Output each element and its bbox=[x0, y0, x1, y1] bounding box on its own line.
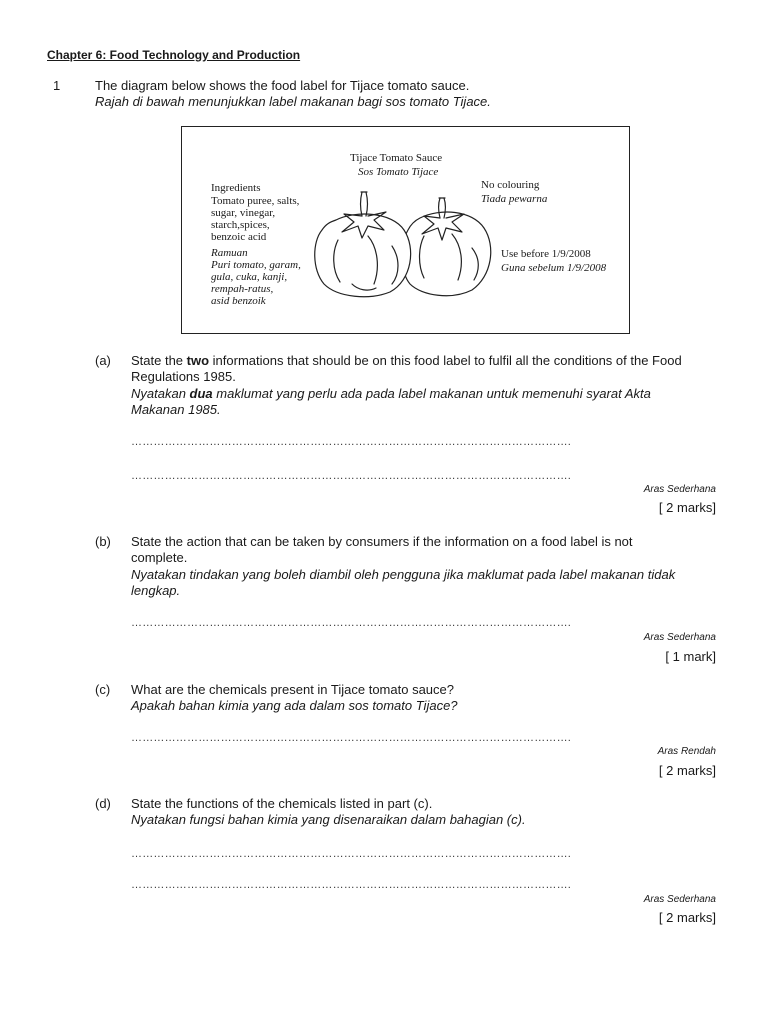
tomatoes-illustration bbox=[312, 188, 498, 300]
marks-label: [ 1 mark] bbox=[665, 649, 716, 664]
part-c-label: (c) bbox=[95, 682, 111, 697]
difficulty-level: Aras Sederhana bbox=[643, 484, 716, 495]
part-b-question-en: State the action that can be taken by consumers if the information on a food label is not bbox=[131, 534, 633, 549]
difficulty-level: Aras Sederhana bbox=[643, 894, 716, 905]
part-b-question-en-line2: complete. bbox=[131, 550, 188, 565]
part-b-question-ms-line2: lengkap. bbox=[131, 583, 181, 598]
ingredients-line-en: Tomato puree, salts, bbox=[211, 195, 300, 207]
part-a-question-ms-line2: Makanan 1985. bbox=[131, 402, 221, 417]
ingredients-line-ms: asid benzoik bbox=[211, 295, 266, 307]
marks-label: [ 2 marks] bbox=[658, 500, 716, 515]
colouring-ms: Tiada pewarna bbox=[481, 193, 548, 205]
answer-line[interactable]: ………………………………………………………………………………………………………. bbox=[131, 732, 572, 744]
difficulty-level: Aras Rendah bbox=[657, 746, 716, 757]
answer-line[interactable]: ………………………………………………………………………………………………………. bbox=[131, 470, 572, 482]
part-d-question-en: State the functions of the chemicals listed in part (c). bbox=[131, 796, 433, 811]
answer-line[interactable]: ………………………………………………………………………………………………………. bbox=[131, 617, 572, 629]
marks-label: [ 2 marks] bbox=[658, 763, 716, 778]
difficulty-level: Aras Sederhana bbox=[643, 632, 716, 643]
part-a-question-en: State the two informations that should be on this food label to fulfil all the conditions of the Food bbox=[131, 353, 682, 368]
expiry-ms: Guna sebelum 1/9/2008 bbox=[501, 262, 607, 274]
ingredients-line-ms: rempah-ratus, bbox=[211, 283, 274, 295]
part-c-question-ms: Apakah bahan kimia yang ada dalam sos tomato Tijace? bbox=[131, 698, 458, 713]
colouring-en: No colouring bbox=[481, 179, 540, 191]
label-title-en: Tijace Tomato Sauce bbox=[350, 152, 443, 164]
part-b-label: (b) bbox=[95, 534, 111, 549]
part-d-label: (d) bbox=[95, 796, 111, 811]
ingredients-line-en: starch,spices, bbox=[211, 219, 270, 231]
ingredients-line-en: benzoic acid bbox=[211, 231, 267, 243]
answer-line[interactable]: ………………………………………………………………………………………………………. bbox=[131, 848, 572, 860]
question-intro-ms: Rajah di bawah menunjukkan label makanan bagi sos tomato Tijace. bbox=[95, 94, 491, 109]
answer-line[interactable]: ………………………………………………………………………………………………………. bbox=[131, 879, 572, 891]
marks-label: [ 2 marks] bbox=[658, 910, 716, 925]
ingredients-line-ms: gula, cuka, kanji, bbox=[211, 271, 288, 283]
part-d-question-ms: Nyatakan fungsi bahan kimia yang disenaraikan dalam bahagian (c). bbox=[131, 812, 526, 827]
ingredients-heading-en: Ingredients bbox=[211, 182, 261, 194]
question-intro-en: The diagram below shows the food label for Tijace tomato sauce. bbox=[95, 78, 470, 93]
part-a-question-en-line2: Regulations 1985. bbox=[131, 369, 236, 384]
label-title-ms: Sos Tomato Tijace bbox=[358, 166, 439, 178]
part-a-label: (a) bbox=[95, 353, 111, 368]
ingredients-line-en: sugar, vinegar, bbox=[211, 207, 276, 219]
ingredients-heading-ms: Ramuan bbox=[211, 247, 248, 259]
part-a-question-ms: Nyatakan dua maklumat yang perlu ada pada label makanan untuk memenuhi syarat Akta bbox=[131, 386, 651, 401]
expiry-en: Use before 1/9/2008 bbox=[501, 248, 591, 260]
chapter-heading: Chapter 6: Food Technology and Production bbox=[47, 48, 301, 62]
ingredients-line-ms: Puri tomato, garam, bbox=[211, 259, 301, 271]
part-b-question-ms: Nyatakan tindakan yang boleh diambil oleh pengguna jika maklumat pada label makanan tidak bbox=[131, 567, 676, 582]
answer-line[interactable]: ………………………………………………………………………………………………………. bbox=[131, 436, 572, 448]
question-number: 1 bbox=[53, 78, 61, 93]
part-c-question-en: What are the chemicals present in Tijace tomato sauce? bbox=[131, 682, 454, 697]
